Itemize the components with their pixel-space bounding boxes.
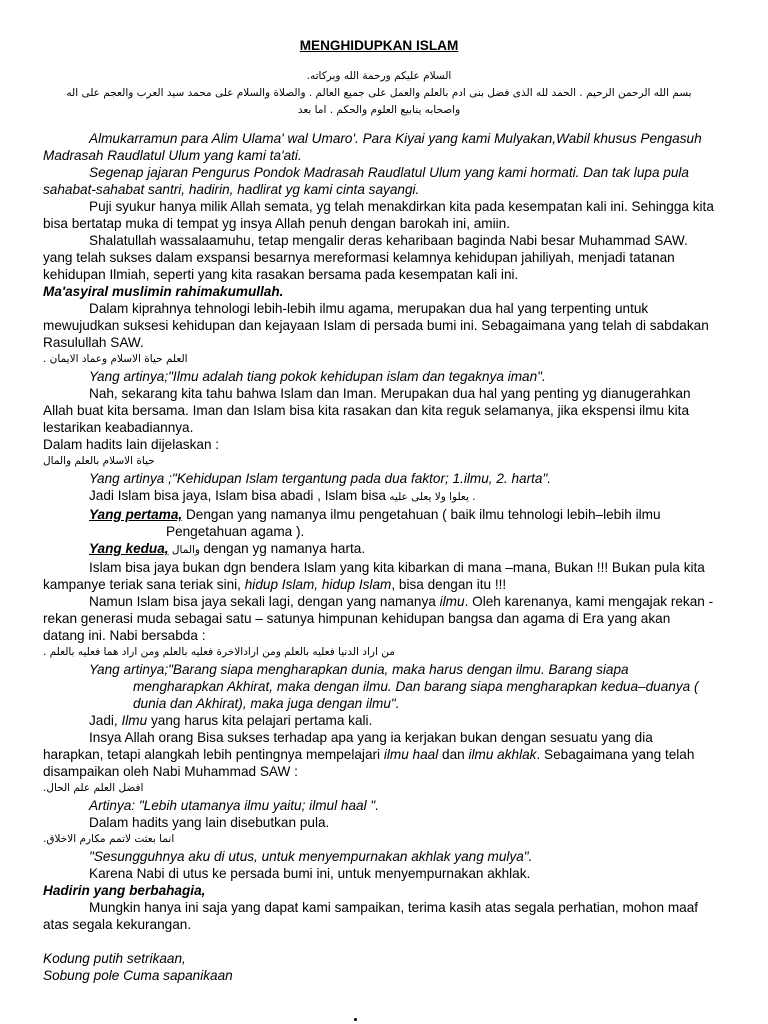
namun-text: Namun Islam bisa jaya sekali lagi, dengan yang namanya: [89, 594, 440, 609]
arabic-hadith-dunia-akhirat: من اراد الدنيا فعليه بالعلم ومن ارادالاخرة فعليه بالعلم ومن اراد هما فعليه بالعلم .: [43, 646, 395, 658]
translation-hadith-dunia-akhirat: Yang artinya;"Barang siapa mengharapkan dunia, maka harus dengan ilmu. Barang siapa mengharapkan Akhirat, maka dengan ilmu. Dan barang siapa mengharapkan kedua–duanya ( dunia dan Akhirat), maka juga dengan ilmu".: [89, 662, 699, 711]
namun-end: . Oleh karenanya, kami mengajak rekan - rekan generasi muda sebagai satu – satunya himpunan kehidupan bangsa dan agama di Era yang akan datang ini. Nabi bersabda :: [43, 594, 714, 643]
heading-hadirin: Hadirin yang berbahagia,: [43, 883, 206, 898]
paragraph-islam-jaya: [43, 559, 715, 593]
insya-italic-haal: ilmu haal: [383, 747, 439, 762]
paragraph-shalawat: Shalatullah wassalaamuhu, tetap mengalir deras keharibaan baginda Nabi besar Muhammad SAW. yang telah sukses dalam exspansi besarnya mereformasi kelamnya kehidupan jahiliyah, menjadi tatanan kehidupan Ilmiah, seperti yang kita rasakan bersama pada kesempatan kali ini.: [43, 233, 688, 282]
paragraph-yang-pertama: [43, 506, 715, 523]
jadi-ilmu-italic: Ilmu: [121, 713, 148, 728]
arabic-opening-line: بسم الله الرحمن الرحيم . الحمد لله الذى فضل بنى ادم بالعلم والعمل على جميع العالم . والصلاة والسلام على محمد سيد العرب والعجم على اله: [66, 87, 692, 99]
yang-pertama-text: Dengan yang namanya ilmu pengetahuan ( baik ilmu tehnologi lebih–lebih ilmu: [182, 507, 661, 522]
insya-end: . Sebagaimana yang telah disampaikan oleh Nabi Muhammad SAW :: [43, 747, 695, 779]
insya-mid: dan: [438, 747, 469, 762]
paragraph-insya-allah: [43, 729, 715, 780]
paragraph-karena-nabi: Karena Nabi di utus ke persada bumi ini, untuk menyempurnakan akhlak.: [89, 866, 531, 881]
arabic-hadith-akhlak: انما بعثت لاتمم مكارم الاخلاق.: [43, 833, 175, 845]
arabic-hadith-ilmu: العلم حياة الاسلام وعماد الايمان .: [43, 353, 188, 365]
arabic-hadith-ilmul-haal: افضل العلم علم الحال.: [43, 782, 144, 794]
jadi-islam-arabic: يعلوا ولا يعلى عليه .: [385, 491, 476, 503]
jadi-ilmu-end: yang harus kita pelajari pertama kali.: [147, 713, 373, 728]
arabic-greeting: السلام عليكم ورحمة الله وبركاته.: [306, 70, 452, 82]
translation-hadith-akhlak: "Sesungguhnya aku di utus, untuk menyempurnakan akhlak yang mulya".: [89, 849, 533, 864]
translation-hadith-ilmu-mal: Yang artinya ;"Kehidupan Islam tergantung pada dua faktor; 1.ilmu, 2. harta".: [89, 471, 552, 486]
salutation-pengurus: Segenap jajaran Pengurus Pondok Madrasah Raudlatul Ulum yang kami hormati. Dan tak lupa pula sahabat-sahabat santri, hadirin, hadlirat yg kami cinta sayangi.: [43, 165, 689, 197]
salutation-ulama: Almukarramun para Alim Ulama' wal Umaro'. Para Kiyai yang kami Mulyakan,Wabil khusus Pengasuh Madrasah Raudlatul Ulum yang kami ta'ati.: [43, 131, 702, 163]
pantun-line-1: Kodung putih setrikaan,: [43, 951, 186, 966]
heading-maasyiral: Ma'asyiral muslimin rahimakumullah.: [43, 284, 284, 299]
paragraph-puji-syukur: Puji syukur hanya milik Allah semata, yg telah menakdirkan kita pada kesempatan kali ini. Sehingga kita bisa bertatap muka di tempat yg insya Allah penuh dengan barokah ini, amiin.: [43, 199, 714, 231]
insya-italic-akhlak: ilmu akhlak: [468, 747, 537, 762]
yang-pertama-continuation: Pengetahuan agama ).: [166, 524, 305, 539]
pantun-line-2: Sobung pole Cuma sapanikaan: [43, 968, 233, 983]
yang-kedua-arabic: والمال: [168, 544, 204, 556]
yang-pertama-label: Yang pertama,: [89, 507, 183, 522]
paragraph-jadi-islam: [43, 487, 715, 506]
page-dot-mark: [354, 1018, 357, 1021]
paragraph-nah: Nah, sekarang kita tahu bahwa Islam dan Iman. Merupakan dua hal yang penting yg dianugerahkan Allah buat kita bersama. Iman dan Islam bisa kita rasakan dan kita reguk selamanya, jika ekspensi ilmu kita lestarikan keabadiannya.: [43, 386, 691, 435]
paragraph-jadi-ilmu: [43, 712, 715, 729]
namun-italic: ilmu: [439, 594, 465, 609]
paragraph-kiprah: Dalam kiprahnya tehnologi lebih-lebih ilmu agama, merupakan dua hal yang terpenting untuk mewujudkan suksesi kehidupan dan kejayaan Islam di persada bumi ini. Sebagaimana yang telah di sabdakan Rasulullah SAW.: [43, 301, 709, 350]
hadits-lain-intro: Dalam hadits lain dijelaskan :: [43, 437, 220, 452]
translation-hadith-ilmu: Yang artinya;"Ilmu adalah tiang pokok kehidupan islam dan tegaknya iman".: [89, 369, 546, 384]
document-page: [43, 37, 715, 984]
arabic-hadith-ilmu-mal: حياة الاسلام بالعلم والمال: [43, 455, 155, 467]
jadi-islam-text: Jadi Islam bisa jaya, Islam bisa abadi , Islam bisa: [89, 488, 386, 503]
translation-hadith-ilmul-haal: Artinya: "Lebih utamanya ilmu yaitu; ilmul haal ".: [89, 798, 379, 813]
islam-jaya-end: , bisa dengan itu !!!: [391, 577, 507, 592]
islam-jaya-text: Islam bisa jaya bukan dgn bendera Islam yang kita kibarkan di mana –mana, Bukan !!! Bukan pula kita kampanye teriak sana teriak sini,: [43, 560, 705, 592]
yang-kedua-text: dengan yg namanya harta.: [203, 541, 366, 556]
insya-text: Insya Allah orang Bisa sukses terhadap apa yang ia kerjakan bukan dengan sesuatu yang dia harapkan, tetapi alangkah lebih pentingnya mempelajari: [43, 730, 653, 762]
paragraph-yang-kedua: [43, 540, 715, 559]
paragraph-namun: [43, 593, 715, 644]
jadi-ilmu-text: Jadi,: [89, 713, 122, 728]
hadits-lain-pula: Dalam hadits yang lain disebutkan pula.: [89, 815, 330, 830]
document-title: MENGHIDUPKAN ISLAM: [299, 38, 459, 53]
yang-kedua-label: Yang kedua,: [89, 541, 169, 556]
paragraph-penutup: Mungkin hanya ini saja yang dapat kami sampaikan, terima kasih atas segala perhatian, mohon maaf atas segala kekurangan.: [43, 900, 699, 932]
islam-jaya-italic: hidup Islam, hidup Islam: [244, 577, 392, 592]
arabic-opening-line-2: واصحابه ينابيع العلوم والحكم . اما بعد: [297, 104, 461, 116]
